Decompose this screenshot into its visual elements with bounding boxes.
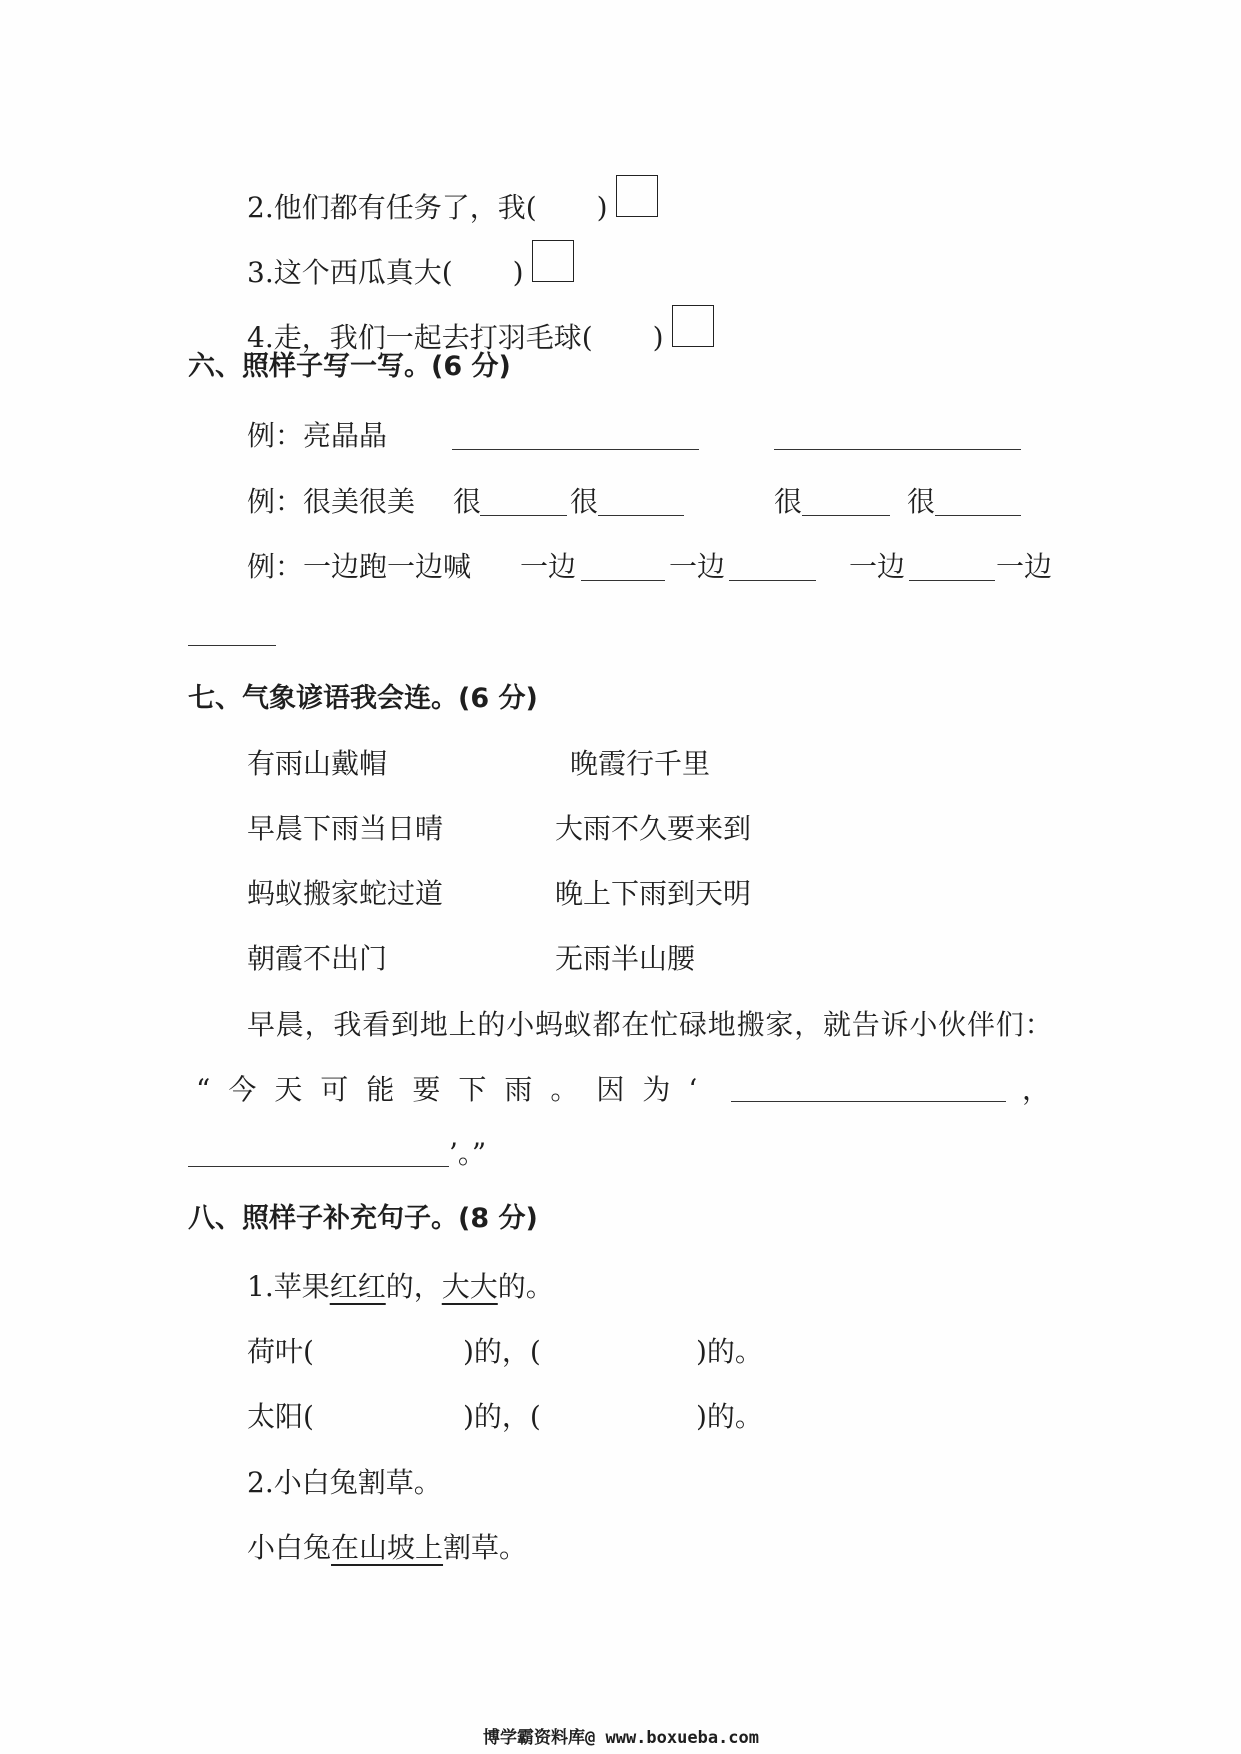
quote-closing: ’。”	[449, 1137, 487, 1170]
answer-blank	[188, 1166, 449, 1167]
word-yibian: 一边	[849, 550, 906, 583]
answer-blank	[935, 515, 1021, 516]
item-text: 3.这个西瓜真大(	[247, 256, 453, 289]
question-item-4	[247, 305, 714, 354]
example-2-subject: 小白兔	[247, 1531, 332, 1564]
fill-row-1-subject: 荷叶(	[247, 1335, 314, 1368]
word-hen: 很	[907, 485, 936, 518]
answer-blank	[909, 580, 995, 581]
example-row-3-label: 例：一边跑一边喊	[247, 550, 472, 583]
word-yibian: 一边	[996, 550, 1053, 583]
section-8-heading: 八、照样子补充句子。(8 分)	[188, 1203, 538, 1234]
proverb-left-1: 有雨山戴帽	[247, 747, 388, 780]
proverb-right-3: 晚上下雨到天明	[555, 877, 752, 910]
quote-opening: “今天可能要下雨。因为‘	[196, 1073, 716, 1106]
answer-blank	[802, 515, 890, 516]
answer-blank	[452, 449, 699, 450]
answer-box	[616, 175, 658, 217]
footer-watermark: 博学霸资料库@ www.boxueba.com	[483, 1728, 759, 1748]
example-1-mid: 的，	[385, 1270, 442, 1303]
example-1-lead: 1.苹果	[247, 1270, 330, 1303]
question-item-3	[247, 240, 574, 289]
question-item-2	[247, 175, 658, 224]
example-row-1-label: 例：亮晶晶	[247, 419, 388, 452]
answer-blank	[774, 449, 1021, 450]
answer-blank	[581, 580, 665, 581]
answer-blank	[729, 580, 816, 581]
answer-gap	[537, 207, 597, 217]
section-7-heading: 七、气象谚语我会连。(6 分)	[188, 683, 538, 714]
underlined-adjective: 大大	[441, 1270, 498, 1303]
proverb-left-4: 朝霞不出门	[247, 942, 388, 975]
proverb-left-2: 早晨下雨当日晴	[247, 812, 444, 845]
example-1-sentence	[247, 1269, 554, 1305]
answer-box	[532, 240, 574, 282]
answer-blank	[731, 1101, 1006, 1102]
underlined-place: 在山坡上	[331, 1531, 444, 1564]
word-yibian: 一边	[669, 550, 726, 583]
fill-row-1-mid: )的，(	[463, 1335, 541, 1368]
story-paragraph: 早晨，我看到地上的小蚂蚁都在忙碌地搬家，就告诉小伙伴们：	[247, 1008, 1054, 1041]
underlined-adjective: 红红	[329, 1270, 386, 1303]
proverb-right-4: 无雨半山腰	[555, 942, 696, 975]
word-hen: 很	[570, 485, 599, 518]
item-close-paren: )	[596, 191, 608, 224]
quote-comma: ，	[1022, 1073, 1051, 1106]
proverb-right-1: 晚霞行千里	[570, 747, 711, 780]
example-row-2-label: 例：很美很美	[247, 485, 416, 518]
item-close-paren: )	[512, 256, 524, 289]
example-1-end: 的。	[497, 1270, 554, 1303]
fill-row-2-mid: )的，(	[463, 1400, 541, 1433]
item-close-paren: )	[652, 321, 664, 354]
answer-blank	[480, 515, 567, 516]
answer-blank	[188, 645, 276, 646]
fill-row-1-end: )的。	[696, 1335, 763, 1368]
answer-gap	[453, 272, 513, 282]
answer-gap	[593, 337, 653, 347]
word-yibian: 一边	[520, 550, 577, 583]
fill-row-2-end: )的。	[696, 1400, 763, 1433]
word-hen: 很	[453, 485, 482, 518]
example-2-verb: 割草。	[443, 1531, 528, 1564]
word-hen: 很	[774, 485, 803, 518]
proverb-left-3: 蚂蚁搬家蛇过道	[247, 877, 444, 910]
example-2-base: 2.小白兔割草。	[247, 1466, 442, 1499]
answer-box	[672, 305, 714, 347]
section-6-heading: 六、照样子写一写。(6 分)	[188, 351, 511, 382]
example-2-sentence	[247, 1530, 527, 1566]
item-text: 4.走，我们一起去打羽毛球(	[247, 321, 593, 354]
fill-row-2-subject: 太阳(	[247, 1400, 314, 1433]
proverb-right-2: 大雨不久要来到	[555, 812, 752, 845]
answer-blank	[598, 515, 684, 516]
item-text: 2.他们都有任务了，我(	[247, 191, 537, 224]
